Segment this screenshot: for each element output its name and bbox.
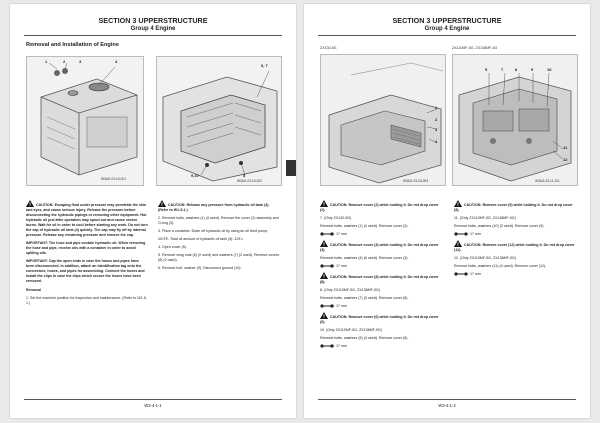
warning-icon: [320, 240, 328, 247]
callout-8: 8: [243, 173, 246, 178]
cover-illustration-1: [321, 55, 445, 185]
wrench-size-text: : 17 mm: [334, 232, 347, 236]
left-page: [10, 4, 296, 418]
cover-figure-zx130: [320, 54, 446, 186]
caution-block: [320, 272, 444, 285]
callout-4: 4: [115, 59, 118, 64]
callout-1: 1: [45, 59, 48, 64]
caution-text: CAUTION: Remove cover (12) while holding it. Do not drop cover (12).: [454, 243, 575, 252]
group-title: Group 4 Engine: [130, 26, 176, 32]
callout-5: 5: [485, 67, 488, 72]
callout-8: 8: [515, 67, 518, 72]
caution-block: [26, 200, 148, 238]
warning-icon: [454, 200, 462, 207]
step-7: 7. (Only ZX130-5G): [320, 216, 352, 220]
wrench-icon: [320, 304, 334, 308]
step-6: 6. Remove bolt, washer (9). Disconnect ground (10).: [158, 266, 242, 270]
wrench-size: [320, 344, 444, 349]
wrench-size-text: : 17 mm: [468, 232, 481, 236]
caution-block: [454, 240, 576, 253]
left-column: [26, 200, 148, 309]
step-3: 3. Place a container. Drain off hydraulic oil by using an oil feed pump.: [158, 229, 269, 233]
caution-block: [158, 200, 280, 213]
caution-block: [320, 312, 444, 325]
step-5: 5. Remove wing nuts (6) (2 used) and washers (7) (2 used). Remove covers (8) (2 used).: [158, 253, 280, 262]
step-detail: Remove bolts, washers (4) (6 used). Remove cover (3).: [320, 256, 409, 260]
header-rule: [24, 35, 282, 36]
wrench-icon: [454, 272, 468, 276]
caution-text: CAUTION: Remove cover (3) while holding it. Do not drop cover (3).: [320, 243, 439, 252]
caution-text: CAUTION: Remove cover (8) while holding it. Do not drop cover (8).: [320, 275, 439, 284]
group-title: Group 4 Engine: [424, 26, 470, 32]
warning-icon: [454, 240, 462, 247]
footer-rule: [318, 399, 576, 400]
step-7-detail: Remove bolts, washers (1) (4 used). Remove cover (2).: [320, 224, 409, 228]
callout-7: 7: [501, 67, 504, 72]
right-page: [304, 4, 590, 418]
right-column: [454, 200, 576, 280]
page-number: W3-4-1-1: [144, 403, 162, 408]
wrench-size: [320, 232, 444, 237]
wrench-icon: [320, 264, 334, 268]
removal-heading: Removal: [26, 288, 41, 292]
callout-9: 9: [531, 67, 534, 72]
step-12: 12. (Only ZX110MF-5G, ZX138MF-5G): [454, 256, 517, 260]
wrench-size-text: : 17 mm: [468, 272, 481, 276]
callout-3: 3: [435, 127, 438, 132]
step-8: 8. (Only ZX110MF-5G, ZX138MF-5G): [320, 288, 381, 292]
engine-figure-2: [156, 56, 282, 186]
warning-icon: [320, 312, 328, 319]
callout-11: 11: [563, 145, 568, 150]
caution-block: [320, 240, 444, 253]
wrench-size: [320, 304, 444, 309]
engine-figure-1: [26, 56, 144, 186]
step-10: 10. (Only ZX110MF-5G, ZX138MF-5G): [320, 328, 383, 332]
chapter-tab: [286, 160, 296, 176]
callout-12: 12: [563, 157, 568, 162]
section-title: SECTION 3 UPPERSTRUCTURE: [392, 16, 502, 25]
callout-10: 10: [547, 67, 552, 72]
wrench-icon: [454, 232, 468, 236]
wrench-size: [454, 272, 576, 277]
step-10-detail: Remove bolts, washers (5) (4 used). Remove cover (6).: [320, 336, 409, 340]
figure-label: W3AG-03-11-101: [535, 179, 560, 183]
header-rule: [318, 35, 576, 36]
wrench-size-text: : 17 mm: [334, 304, 347, 308]
engine-illustration-1: [27, 57, 143, 185]
warning-icon: [320, 200, 328, 207]
page-number: W3-4-1-2: [438, 403, 456, 408]
callout-2: 2: [435, 117, 438, 122]
step-11-detail: Remove bolts, washers (10) (2 used). Remove cover (9).: [454, 224, 545, 228]
figure-model-label: ZX130-5G: [320, 46, 337, 50]
important-note-2: IMPORTANT: Cap the open ends in case the hoses and pipes have been disconnected. In addition, attach an identification tag onto the connectors, hoses, and pipes for assembling. Connect the hoses and install the clips in case the clips which secure the hoses have been removed.: [26, 259, 145, 283]
footer-rule: [24, 399, 282, 400]
step-2: 2. Remove bolts, washers (1) (4 used). Remove the cover (2) assembly and O-ring (3).: [158, 216, 279, 225]
cover-illustration-2: [453, 55, 577, 185]
caution-block: [454, 200, 576, 213]
important-note-1: IMPORTANT: The hose and pipe contain hydraulic oil. When removing the hose and pipe, receive oils with a container in order to avoid spilling oils.: [26, 241, 146, 255]
step-11: 11. (Only ZX110MF-5G, ZX138MF-5G): [454, 216, 516, 220]
caution-text: CAUTION: Release any pressure from hydraulic oil tank (4). (Refer to W1-5-1.): [158, 203, 270, 212]
note: NOTE: Total oil amount of hydraulic oil tank (4): 125 L: [158, 237, 244, 241]
callout-2: 2: [63, 59, 66, 64]
callout-4: 4: [435, 139, 438, 144]
figure-label: W3AG-03-04-002: [237, 179, 262, 183]
cover-figure-zx110mf: [452, 54, 578, 186]
procedure-title: Removal and Installation of Engine: [26, 42, 119, 48]
caution-block: [320, 200, 444, 213]
figure-model-label: ZX110MF-5G, ZX138MF-5G: [452, 46, 498, 50]
callout-6-7: 6, 7: [261, 63, 268, 68]
step-12-detail: Remove bolts, washers (11) (4 used). Remove cover (12).: [454, 264, 547, 268]
step-4: 4. Open cover (5).: [158, 245, 187, 249]
caution-text: CAUTION: Remove cover (2) while holding it. Do not drop cover (2).: [320, 203, 439, 212]
warning-icon: [320, 272, 328, 279]
figure-label: W3AG-03-04-003: [403, 179, 428, 183]
section-title: SECTION 3 UPPERSTRUCTURE: [98, 16, 208, 25]
wrench-size-text: : 17 mm: [334, 264, 347, 268]
caution-text: CAUTION: Escaping fluid under pressure may penetrate the skin and eyes, and cause serious injury. Release the pressure before disconnecting the hydraulic pipings or removing other equipment. Hot hydraulic oil just after operation may spout out and cause severe burns. Wait for oil in order to cool before starting any work. Do not turn the cap of hydraulic oil tank (4) quickly. The cap may fly off by internal pressure. Release any remaining pressure and remove the cap.: [26, 203, 148, 237]
left-column: [320, 200, 444, 352]
wrench-icon: [320, 344, 334, 348]
wrench-size: [320, 264, 444, 269]
wrench-size-text: : 17 mm: [334, 344, 347, 348]
wrench-size: [454, 232, 576, 237]
step-8-detail: Remove bolts, washers (7) (5 used). Remove cover (8).: [320, 296, 409, 300]
callout-9-10: 9,10: [191, 173, 199, 178]
figure-label: W3AG-03-04-001: [101, 177, 126, 181]
callout-3: 3: [79, 59, 82, 64]
warning-icon: [158, 200, 166, 207]
callout-1: 1: [435, 105, 438, 110]
caution-text: CAUTION: Remove cover (6) while holding it. Do not drop cover (6).: [320, 315, 439, 324]
warning-icon: [26, 200, 34, 207]
caution-text: CAUTION: Remove cover (9) while holding it. Do not drop cover (9).: [454, 203, 573, 212]
wrench-icon: [320, 232, 334, 236]
engine-illustration-2: [157, 57, 281, 185]
right-column: [158, 200, 280, 274]
removal-step-1: 1. Set the machine position for inspection and maintenance. (Refer to W1-5-1.): [26, 296, 148, 305]
